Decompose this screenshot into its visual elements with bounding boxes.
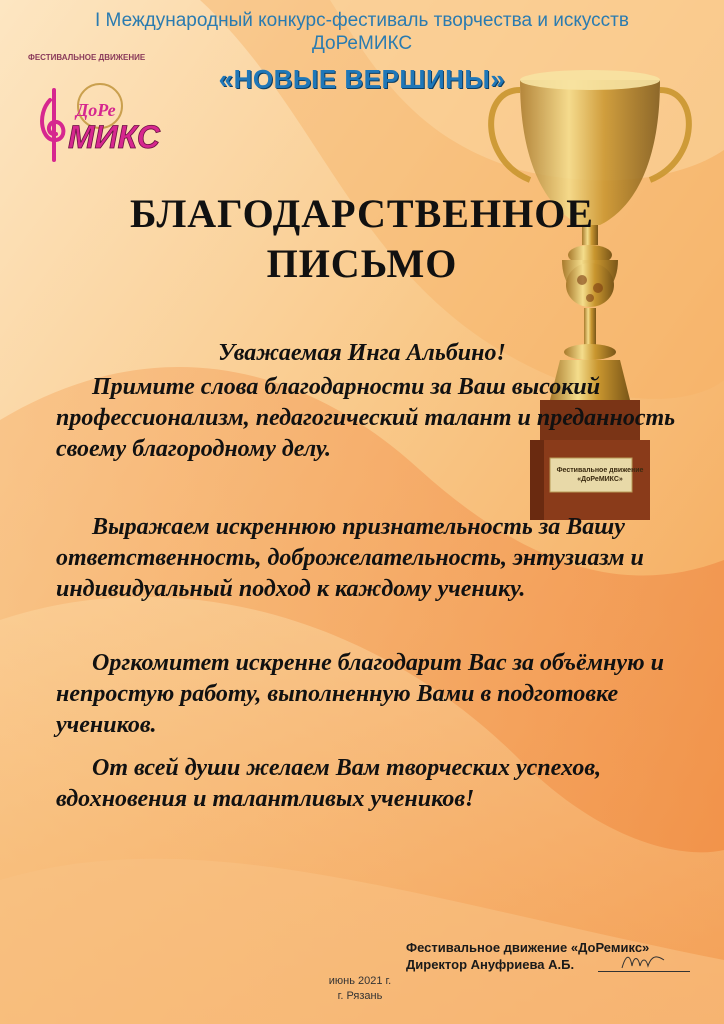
festival-title-line: I Международный конкурс-фестиваль творчества и искусств: [95, 10, 629, 31]
festival-subtitle: «НОВЫЕ ВЕРШИНЫ»: [218, 64, 506, 94]
document-city: г. Рязань: [337, 990, 383, 1002]
letter-paragraph-4: От всей души желаем Вам творческих успехов, вдохновения и талантливых учеников!: [56, 755, 602, 812]
document-title-line2: ПИСЬМО: [266, 241, 458, 286]
festival-name: ДоРеМИКС: [311, 33, 413, 54]
letter-paragraph-1: Примите слова благодарности за Ваш высокий профессионализм, педагогический талант и преданность своему благородному делу.: [56, 374, 676, 462]
letter-paragraph-3: Оргкомитет искренне благодарит Вас за объёмную и непростую работу, выполненную Вами в подготовке учеников.: [56, 650, 664, 738]
letter-paragraph-2: Выражаем искреннюю признательность за Вашу ответственность, доброжелательность, энтузиазм и индивидуальный подход к каждому ученику.: [56, 514, 644, 602]
signature-organization: Фестивальное движение «ДоРемикс»: [406, 940, 650, 955]
signature-director: Директор Ануфриева А.Б.: [406, 957, 575, 972]
trophy-plaque-text: Фестивальное движение «ДоРеМИКС»: [556, 467, 644, 483]
document-date: июнь 2021 г.: [328, 975, 392, 987]
svg-text:ДоРе: ДоРе: [76, 100, 116, 120]
handwritten-signature: [618, 948, 668, 974]
svg-text:МИКС: МИКС: [68, 119, 161, 155]
document-title-line1: БЛАГОДАРСТВЕННОЕ: [130, 191, 594, 236]
svg-text:ФЕСТИВАЛЬНОЕ ДВИЖЕНИЕ: ФЕСТИВАЛЬНОЕ ДВИЖЕНИЕ: [28, 53, 146, 62]
greeting: Уважаемая Инга Альбино!: [218, 340, 506, 366]
